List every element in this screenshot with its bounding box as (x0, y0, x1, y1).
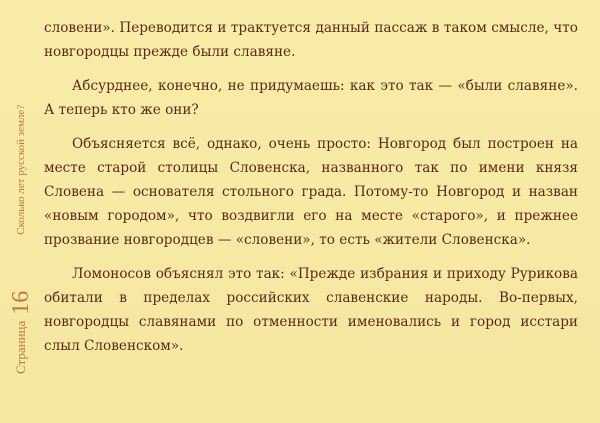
side-caption (4, 40, 38, 380)
paragraph-2: Абсурднее, конечно, не придумаешь: как это так — «были славяне». А теперь кто же они? (44, 78, 578, 118)
paragraph-4: Ломоносов объяснял это так: «Прежде избрания и приходу Рурикова обитали в пределах российских славенские народы. Во-первых, новгородцы славянами по отменности именовались и город исстари слыл Словенском». (44, 266, 578, 354)
book-title: Сколько лет русской земле? (15, 104, 27, 235)
paragraph-3: Объясняется всё, однако, очень просто: Новгород был построен на месте старой столицы Словенска, названного так по имени князя Словена — основателя стольного града. Потому-то Новгород и назван «новым городом», что воздвигли его на месте «старого», и прежнее прозвание новгородцев — «словени», то есть «жители Словенска». (44, 136, 578, 248)
text-body (44, 16, 578, 368)
page-label: Страница (13, 320, 28, 374)
side-margin (4, 40, 38, 380)
paragraph-1: словени». Переводится и трактуется данный пассаж в таком смысле, что новгородцы прежде были славяне. (44, 20, 578, 60)
page-number: 16 (7, 290, 34, 315)
